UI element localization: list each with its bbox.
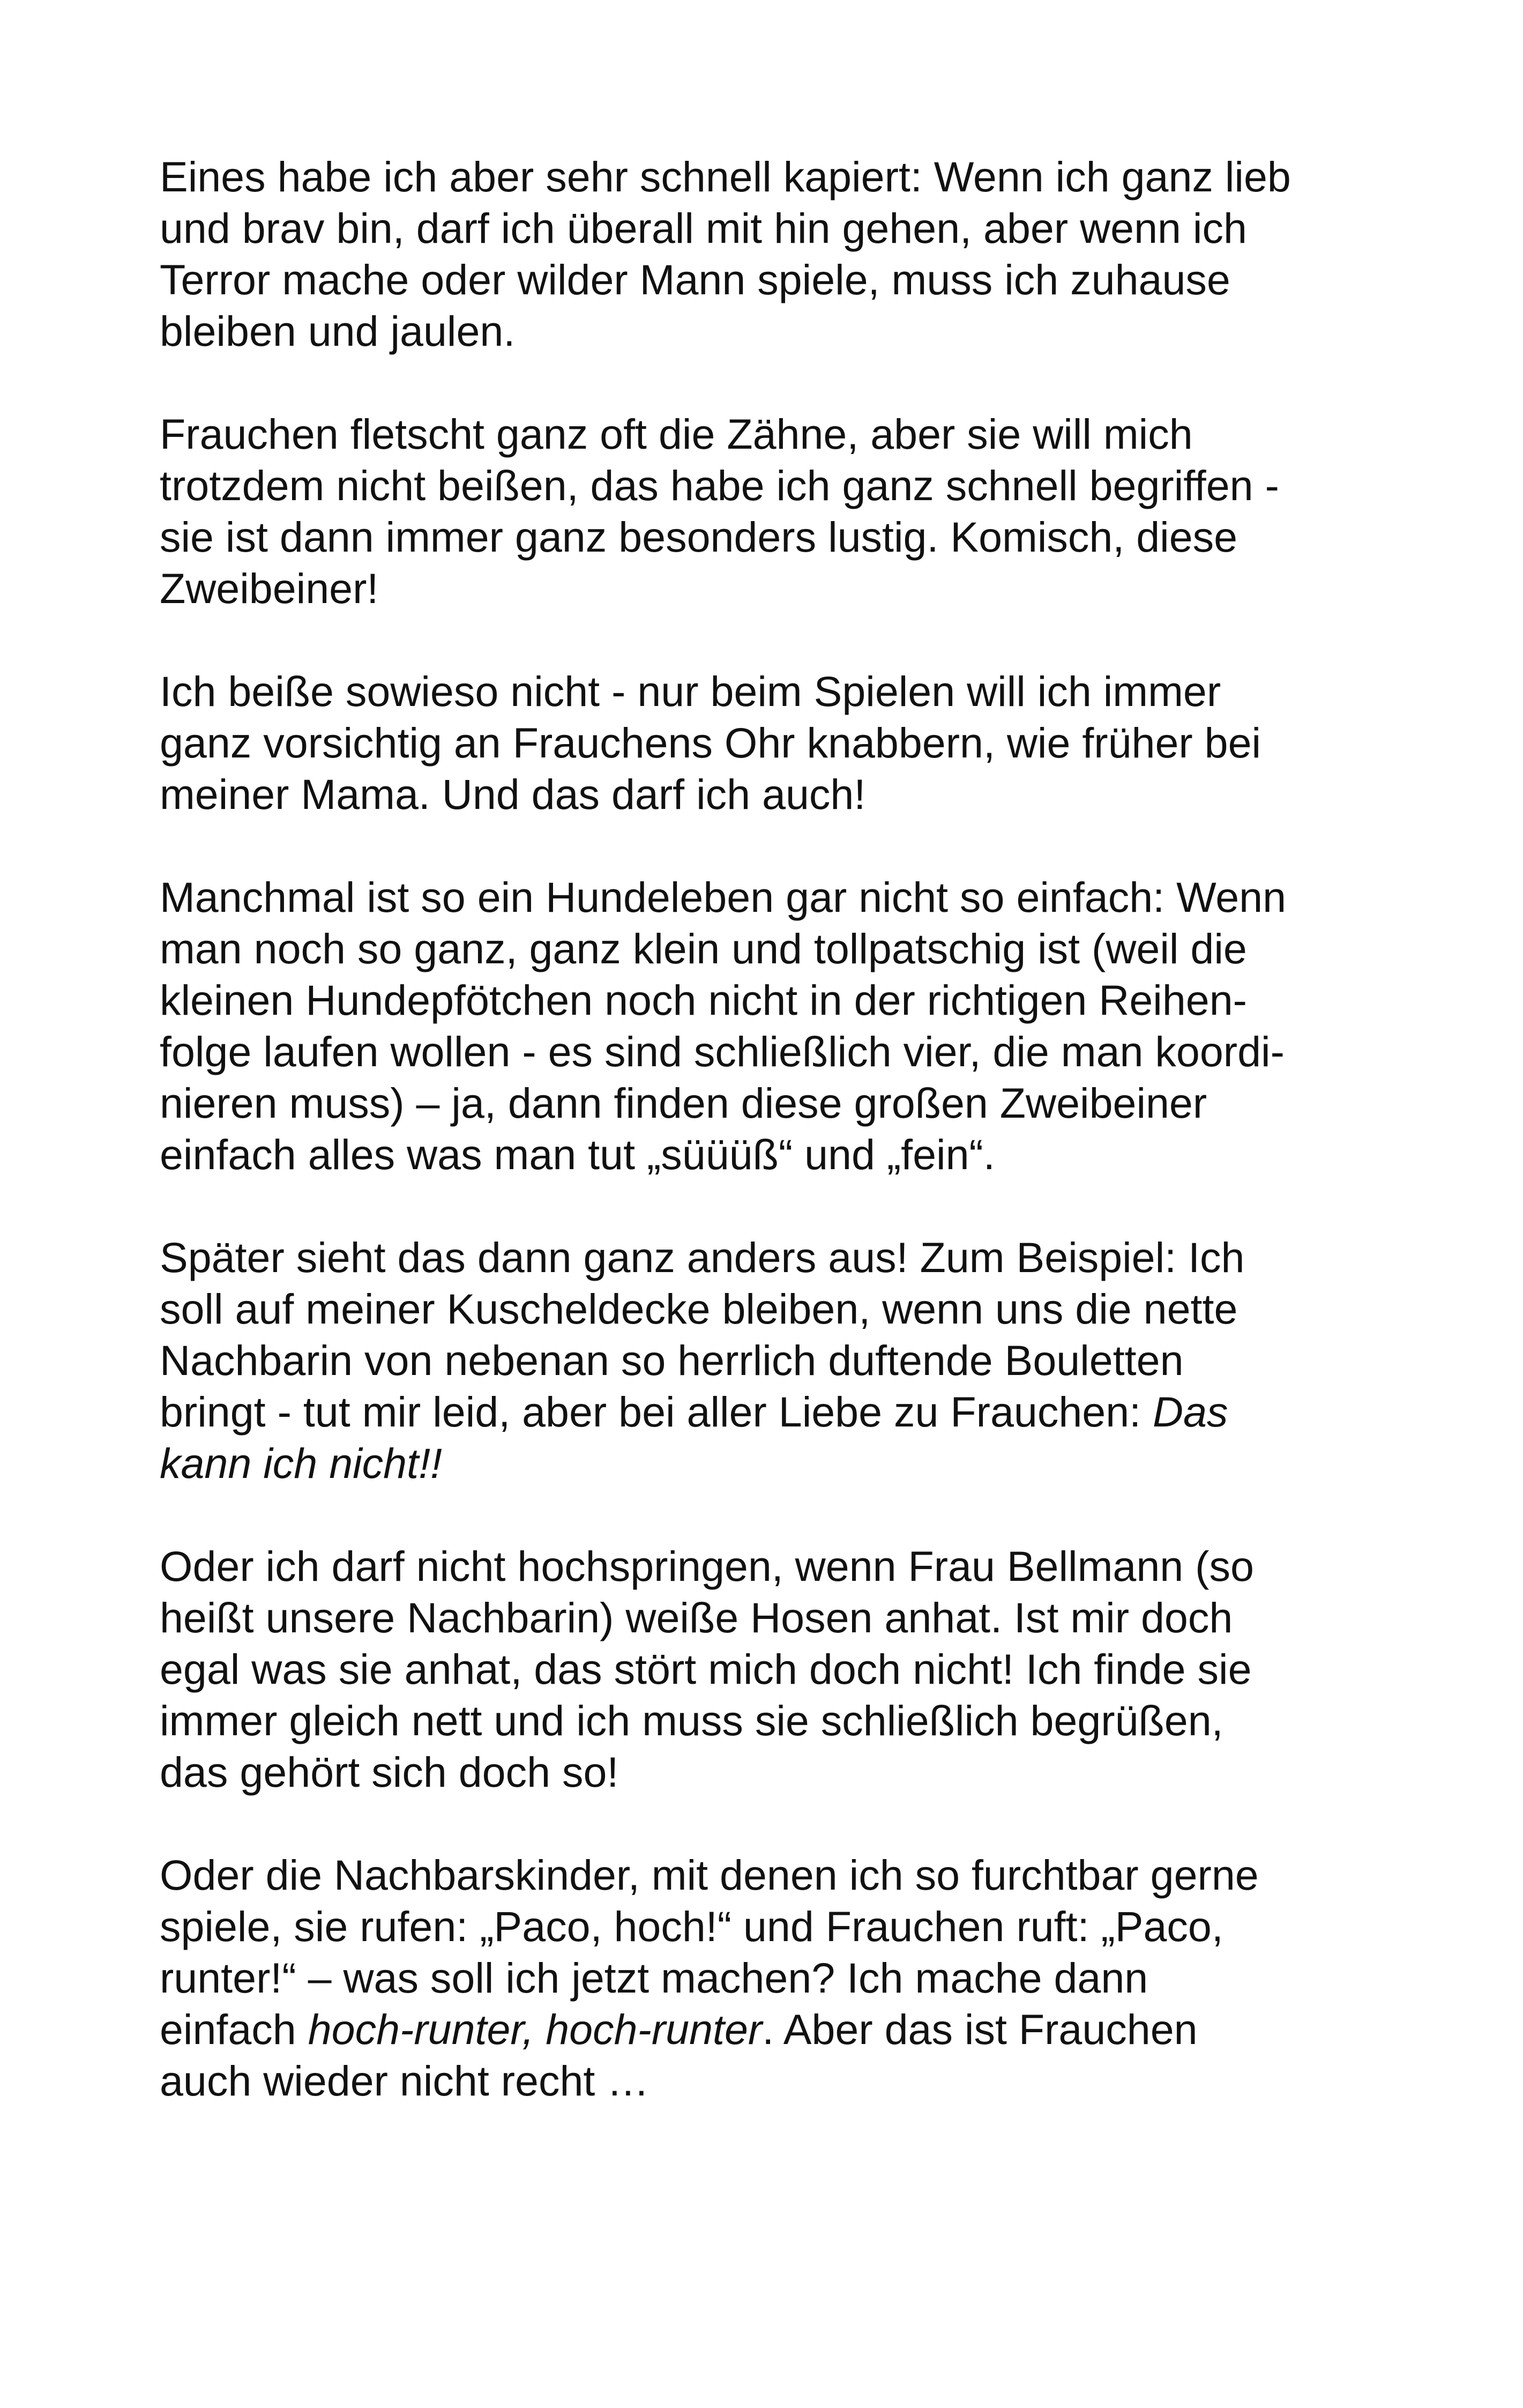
text-line: meiner Mama. Und das darf ich auch! — [160, 770, 866, 818]
page-text — [160, 151, 1392, 2107]
paragraph-6 — [160, 1541, 1392, 1798]
paragraph-1 — [160, 151, 1392, 357]
text-line: runter!“ – was soll ich jetzt machen? Ich mache dann — [160, 1954, 1148, 2002]
text-line: Später sieht das dann ganz anders aus! Zum Beispiel: Ich — [160, 1233, 1245, 1281]
text-line: das gehört sich doch so! — [160, 1748, 619, 1796]
text-line: nieren muss) – ja, dann finden diese großen Zweibeiner — [160, 1079, 1207, 1127]
paragraph-5 — [160, 1232, 1392, 1489]
text-line: Oder die Nachbarskinder, mit denen ich so furchtbar gerne — [160, 1851, 1259, 1899]
italic-text-run: hoch-runter, hoch-runter — [308, 2005, 763, 2053]
text-line — [160, 1386, 1392, 1438]
text-run: . Aber das ist Frauchen — [762, 2005, 1198, 2053]
text-line: soll auf meiner Kuscheldecke bleiben, wenn uns die nette — [160, 1285, 1238, 1333]
text-line: immer gleich nett und ich muss sie schließlich begrüßen, — [160, 1697, 1223, 1744]
text-run: bringt - tut mir leid, aber bei aller Liebe zu Frauchen: — [160, 1388, 1153, 1436]
text-line: bleiben und jaulen. — [160, 307, 516, 355]
text-line — [160, 2004, 1392, 2055]
text-line: spiele, sie rufen: „Paco, hoch!“ und Frauchen ruft: „Paco, — [160, 1902, 1223, 1950]
italic-text-line: kann ich nicht!! — [160, 1439, 442, 1487]
text-line: Oder ich darf nicht hochspringen, wenn Frau Bellmann (so — [160, 1542, 1254, 1590]
text-line: Manchmal ist so ein Hundeleben gar nicht so einfach: Wenn — [160, 873, 1287, 921]
text-line: trotzdem nicht beißen, das habe ich ganz schnell begriffen - — [160, 462, 1279, 509]
text-line: Ich beiße sowieso nicht - nur beim Spielen will ich immer — [160, 667, 1221, 715]
paragraph-4 — [160, 872, 1392, 1180]
text-line: Nachbarin von nebenan so herrlich duftende Bouletten — [160, 1336, 1184, 1384]
text-line: kleinen Hundepfötchen noch nicht in der richtigen Reihen- — [160, 976, 1247, 1024]
paragraph-7 — [160, 1849, 1392, 2107]
text-line: sie ist dann immer ganz besonders lustig. Komisch, diese — [160, 513, 1238, 561]
text-line: man noch so ganz, ganz klein und tollpatschig ist (weil die — [160, 925, 1247, 972]
text-line: ganz vorsichtig an Frauchens Ohr knabbern, wie früher bei — [160, 719, 1261, 767]
text-line: Frauchen fletscht ganz oft die Zähne, aber sie will mich — [160, 410, 1193, 458]
paragraph-2 — [160, 408, 1392, 614]
text-line: folge laufen wollen - es sind schließlich vier, die man koordi- — [160, 1028, 1285, 1075]
text-run: einfach — [160, 2005, 308, 2053]
text-line: Zweibeiner! — [160, 564, 379, 612]
paragraph-3 — [160, 666, 1392, 820]
text-line: und brav bin, darf ich überall mit hin gehen, aber wenn ich — [160, 204, 1247, 252]
text-line: egal was sie anhat, das stört mich doch nicht! Ich finde sie — [160, 1645, 1252, 1693]
text-line: auch wieder nicht recht … — [160, 2057, 649, 2105]
text-line: Eines habe ich aber sehr schnell kapiert: Wenn ich ganz lieb — [160, 153, 1291, 200]
text-line: einfach alles was man tut „süüüß“ und „fein“. — [160, 1131, 995, 1178]
italic-text-run: Das — [1153, 1388, 1228, 1436]
text-line: heißt unsere Nachbarin) weiße Hosen anhat. Ist mir doch — [160, 1594, 1233, 1641]
text-line: Terror mache oder wilder Mann spiele, muss ich zuhause — [160, 256, 1230, 303]
